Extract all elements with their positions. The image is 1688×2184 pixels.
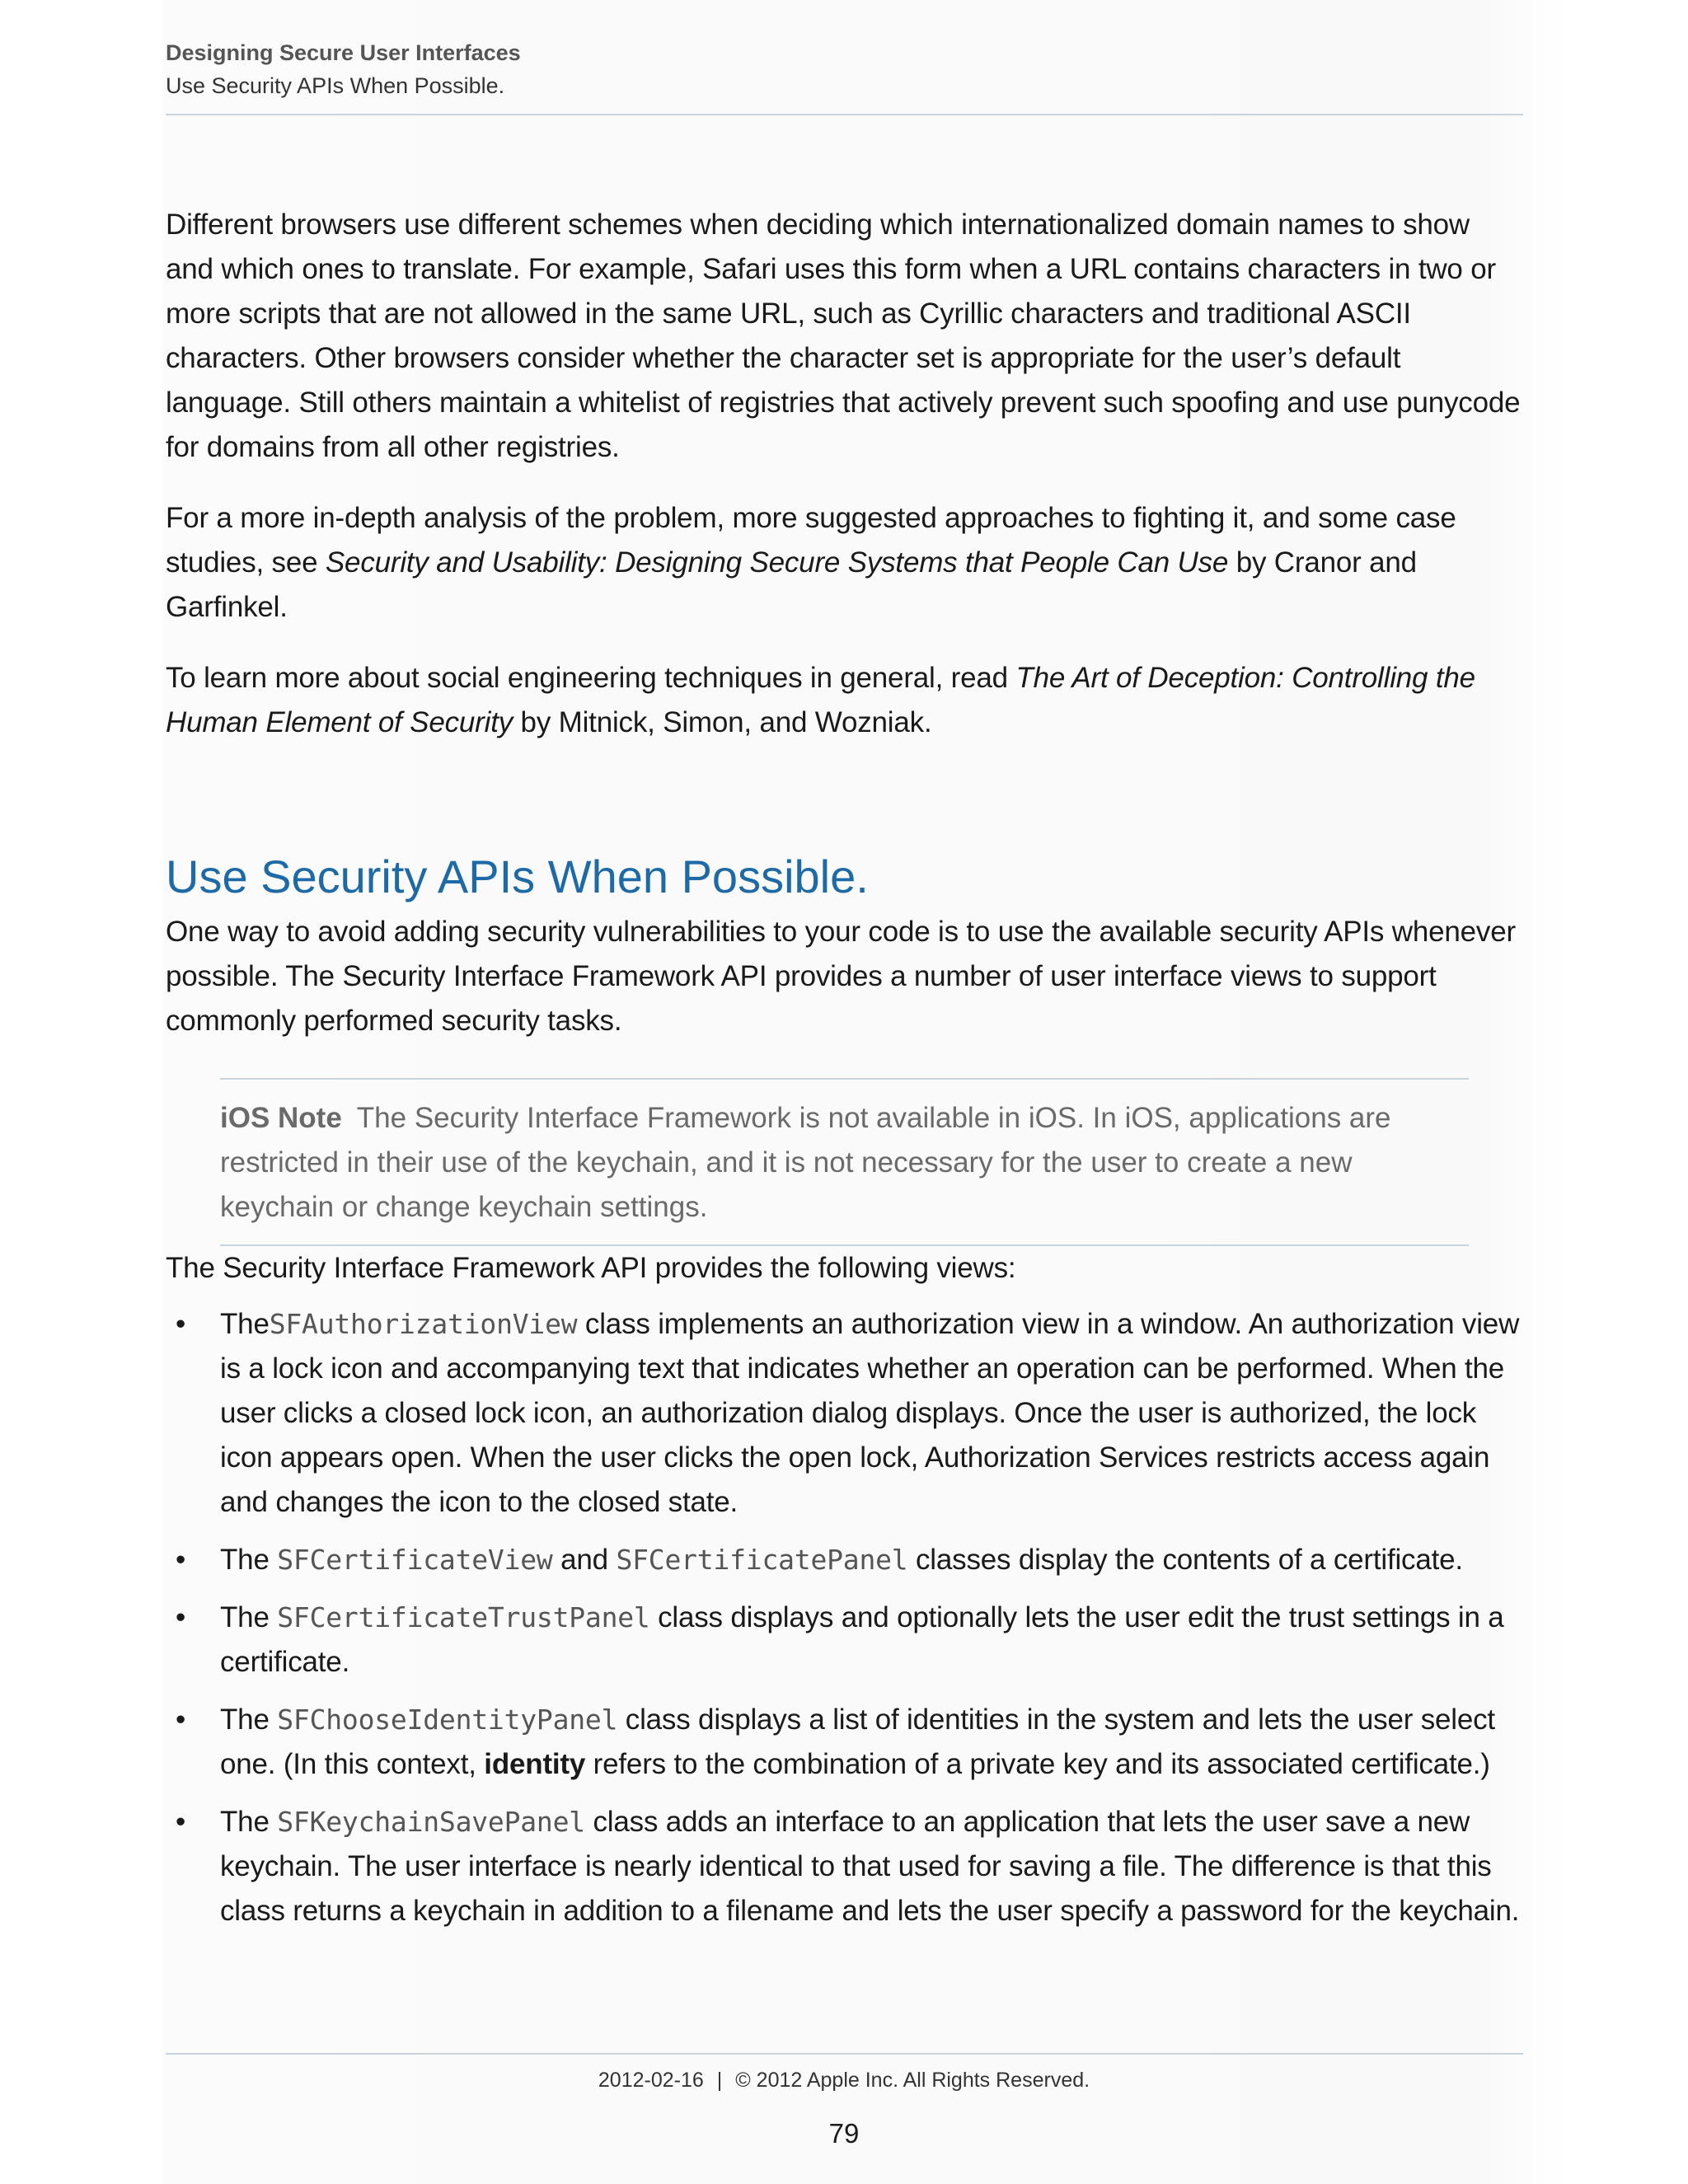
note-label: iOS Note — [220, 1102, 342, 1134]
footer-date: 2012-02-16 — [598, 2069, 704, 2092]
bullet-icon: • — [176, 1601, 186, 1633]
bullet-icon: • — [176, 1544, 186, 1576]
ios-note — [220, 1096, 1469, 1230]
list-item — [166, 1538, 1523, 1582]
list-text: classes display the contents of a certificate. — [907, 1544, 1463, 1576]
book-title: Security and Usability: Designing Secure Systems that People Can Use — [325, 546, 1229, 579]
section-intro: One way to avoid adding security vulnerabilities to your code is to use the available security APIs whenever possible. The Security Interface Framework API provides a number of user interface views to support commonly performed security tasks. — [166, 916, 1516, 1037]
footer — [0, 2065, 1688, 2095]
list-item — [166, 1800, 1523, 1933]
ios-note-box — [220, 1078, 1469, 1246]
list-text: The — [220, 1544, 278, 1576]
api-class-name: SFCertificateTrustPanel — [277, 1601, 650, 1633]
paragraph-text: by Mitnick, Simon, and Wozniak. — [513, 706, 932, 738]
list-item — [166, 1596, 1523, 1685]
list-text: class adds an interface to an application that lets the user save a new keychain. The user interface is nearly identical to that used for saving a file. The difference is that this class returns a keychain in addition to a filename and lets the user specify a password for the keychain. — [220, 1806, 1520, 1927]
api-class-name: SFChooseIdentityPanel — [277, 1704, 618, 1736]
footer-divider — [166, 2053, 1523, 2055]
paragraph-text: To learn more about social engineering techniques in general, read — [166, 662, 1016, 694]
list-text: class implements an authorization view in a window. An authorization view is a lock icon and accompanying text that indicates whether an operation can be performed. When the user clicks a closed lock icon, an authorization dialog displays. Once the user is authorized, the lock icon appears open. When the user clicks the open lock, Authorization Services restricts access again and changes the icon to the closed state. — [220, 1308, 1520, 1518]
section-heading: Use Security APIs When Possible. — [166, 851, 869, 902]
list-text: class displays and optionally lets the user edit the trust settings in a certificate. — [220, 1601, 1504, 1678]
note-text: The Security Interface Framework is not available in iOS. In iOS, applications are restricted in their use of the keychain, and it is not necessary for the user to create a new keychain or change keychain settings. — [220, 1102, 1391, 1223]
list-text: and — [552, 1544, 617, 1576]
book-title: The Art of Deception: Controlling the Human Element of Security — [166, 662, 1475, 738]
chapter-title: Designing Secure User Interfaces — [166, 40, 521, 65]
footer-copyright: © 2012 Apple Inc. All Rights Reserved. — [735, 2069, 1090, 2092]
list-text: The — [220, 1601, 278, 1633]
list-item — [166, 1698, 1523, 1787]
bullet-icon: • — [176, 1308, 186, 1340]
views-intro: The Security Interface Framework API provides the following views: — [166, 1252, 1016, 1284]
api-class-name: SFAuthorizationView — [269, 1308, 578, 1340]
paragraph-social-engineering — [166, 656, 1523, 745]
api-class-name: SFKeychainSavePanel — [277, 1806, 585, 1838]
paragraph-browsers: Different browsers use different schemes when deciding which internationalized domain names to show and which ones to translate. For example, Safari uses this form when a URL contains characters in two or more scripts that are not allowed in the same URL, such as Cyrillic characters and traditional ASCII characters. Other browsers consider whether the character set is appropriate for the user’s default language. Still others maintain a whitelist of registries that actively prevent such spoofing and use punycode for domains from all other registries. — [166, 209, 1521, 463]
footer-separator: | — [716, 2069, 723, 2092]
page-content — [166, 203, 1523, 1947]
list-text: The — [220, 1308, 270, 1340]
views-list — [166, 1302, 1523, 1933]
list-item — [166, 1302, 1523, 1525]
list-text: refers to the combination of a private key and its associated certificate.) — [585, 1748, 1490, 1780]
running-header — [166, 36, 1523, 115]
api-class-name: SFCertificateView — [277, 1544, 553, 1576]
list-text: The — [220, 1806, 278, 1838]
list-text: The — [220, 1704, 278, 1736]
list-text: class displays a list of identities in the system and lets the user select one. (In this context, — [220, 1704, 1495, 1780]
paragraph-text: For a more in-depth analysis of the problem, more suggested approaches to fighting it, and some case studies, see — [166, 502, 1456, 579]
bullet-icon: • — [176, 1704, 186, 1736]
paragraph-further-reading — [166, 496, 1523, 630]
term-identity: identity — [484, 1748, 586, 1780]
page-number: 79 — [828, 2118, 860, 2149]
section-title: Use Security APIs When Possible. — [166, 73, 505, 98]
paragraph-text: by Cranor and Garfinkel. — [166, 546, 1417, 623]
api-class-name: SFCertificatePanel — [616, 1544, 908, 1576]
bullet-icon: • — [176, 1806, 186, 1838]
